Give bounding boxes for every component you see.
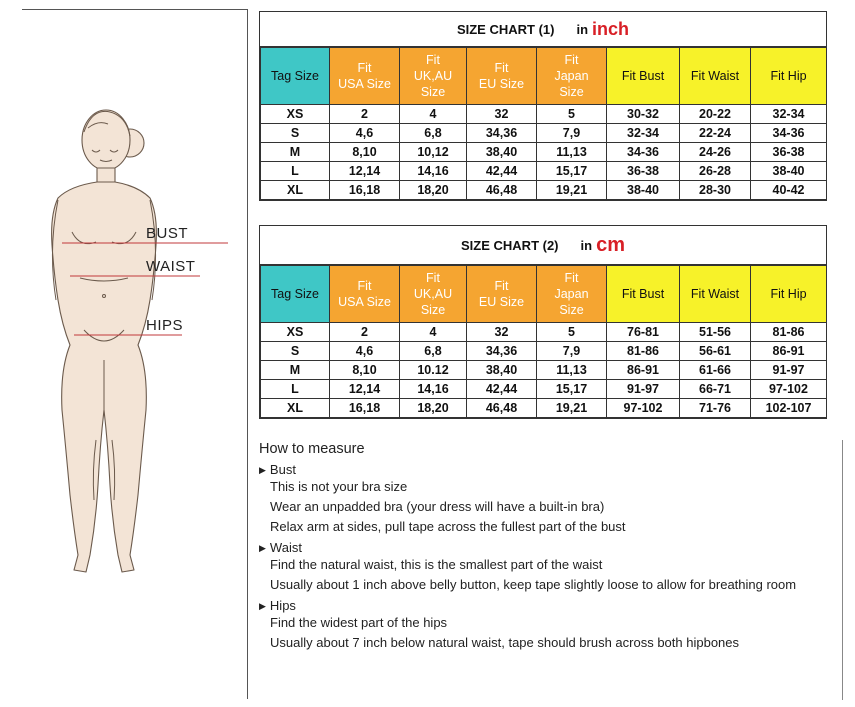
header-row — [261, 48, 827, 105]
cell-bust: 86-91 — [607, 361, 680, 380]
guide-line: Relax arm at sides, pull tape across the fullest part of the bust — [270, 519, 626, 534]
table-row — [261, 323, 827, 342]
cell-waist: 24-26 — [680, 143, 751, 162]
header-fit-bust: Fit Bust — [607, 48, 680, 105]
chart-unit: cm — [596, 233, 625, 256]
cell-usa: 12,14 — [330, 162, 400, 181]
cell-tag-size: M — [261, 361, 330, 380]
guide-section-waist — [259, 540, 849, 595]
cell-waist: 51-56 — [680, 323, 751, 342]
guide-heading: ▶ Hips — [259, 598, 296, 613]
cell-japan: 7,9 — [537, 342, 607, 361]
header-tag-size: Tag Size — [261, 48, 330, 105]
table-row — [261, 143, 827, 162]
cell-waist: 20-22 — [680, 105, 751, 124]
cell-eu: 46,48 — [467, 399, 537, 418]
cell-tag-size: M — [261, 143, 330, 162]
cell-eu: 32 — [467, 105, 537, 124]
cell-hip: 97-102 — [751, 380, 827, 399]
header-fit-waist: Fit Waist — [680, 266, 751, 323]
cell-waist: 61-66 — [680, 361, 751, 380]
cell-bust: 76-81 — [607, 323, 680, 342]
header-uk-au-size: Fit UK,AU Size — [400, 266, 467, 323]
cell-japan: 5 — [537, 323, 607, 342]
cell-waist: 56-61 — [680, 342, 751, 361]
header-usa-size: Fit USA Size — [330, 266, 400, 323]
cell-hip: 86-91 — [751, 342, 827, 361]
cell-eu: 42,44 — [467, 162, 537, 181]
cell-usa: 8,10 — [330, 361, 400, 380]
cell-usa: 4,6 — [330, 124, 400, 143]
hips-label: HIPS — [146, 317, 184, 334]
cell-japan: 15,17 — [537, 380, 607, 399]
cell-japan: 19,21 — [537, 399, 607, 418]
header-japan-size: Fit Japan Size — [537, 266, 607, 323]
cell-uk-au: 18,20 — [400, 181, 467, 200]
cell-hip: 81-86 — [751, 323, 827, 342]
cell-usa: 8,10 — [330, 143, 400, 162]
cell-hip: 38-40 — [751, 162, 827, 181]
cell-eu: 34,36 — [467, 124, 537, 143]
cell-waist: 66-71 — [680, 380, 751, 399]
cell-japan: 19,21 — [537, 181, 607, 200]
cell-bust: 36-38 — [607, 162, 680, 181]
cell-bust: 97-102 — [607, 399, 680, 418]
guide-heading: ▶ Waist — [259, 540, 302, 555]
guide-line: Find the widest part of the hips — [270, 615, 448, 630]
cell-uk-au: 6,8 — [400, 124, 467, 143]
cell-usa: 12,14 — [330, 380, 400, 399]
header-tag-size: Tag Size — [261, 266, 330, 323]
header-fit-bust: Fit Bust — [607, 266, 680, 323]
cell-hip: 102-107 — [751, 399, 827, 418]
size-table — [260, 47, 827, 200]
guide-line: Usually about 1 inch above belly button, keep tape slightly loose to allow for breathing room — [270, 577, 797, 592]
chart-title-text: SIZE CHART (1) — [456, 21, 555, 37]
table-row — [261, 162, 827, 181]
header-fit-hip: Fit Hip — [751, 266, 827, 323]
cell-bust: 81-86 — [607, 342, 680, 361]
header-row — [261, 266, 827, 323]
cell-japan: 5 — [537, 105, 607, 124]
bust-label: BUST — [146, 225, 189, 242]
header-usa-size: Fit USA Size — [330, 48, 400, 105]
size-table — [260, 265, 827, 418]
cell-waist: 71-76 — [680, 399, 751, 418]
cell-japan: 11,13 — [537, 143, 607, 162]
header-fit-hip: Fit Hip — [751, 48, 827, 105]
cell-hip: 34-36 — [751, 124, 827, 143]
cell-hip: 36-38 — [751, 143, 827, 162]
cell-tag-size: XL — [261, 399, 330, 418]
guide-line: Wear an unpadded bra (your dress will have a built-in bra) — [270, 499, 605, 514]
cell-waist: 22-24 — [680, 124, 751, 143]
cell-usa: 2 — [330, 323, 400, 342]
waist-label: WAIST — [146, 258, 196, 275]
chart-title — [260, 12, 826, 47]
cell-bust: 34-36 — [607, 143, 680, 162]
chart-title — [260, 226, 826, 265]
cell-usa: 16,18 — [330, 399, 400, 418]
cell-usa: 16,18 — [330, 181, 400, 200]
table-row — [261, 124, 827, 143]
cell-eu: 34,36 — [467, 342, 537, 361]
chart-unit: inch — [592, 18, 630, 39]
chart-unit-prefix: in — [576, 21, 589, 37]
chart-unit-prefix: in — [580, 237, 593, 253]
cell-hip: 40-42 — [751, 181, 827, 200]
cell-tag-size: S — [261, 342, 330, 361]
header-fit-waist: Fit Waist — [680, 48, 751, 105]
cell-uk-au: 4 — [400, 105, 467, 124]
table-row — [261, 399, 827, 418]
cell-uk-au: 4 — [400, 323, 467, 342]
body-figure-illustration — [0, 0, 248, 707]
cell-usa: 4,6 — [330, 342, 400, 361]
cell-hip: 32-34 — [751, 105, 827, 124]
cell-tag-size: XL — [261, 181, 330, 200]
cell-uk-au: 18,20 — [400, 399, 467, 418]
cell-eu: 42,44 — [467, 380, 537, 399]
cell-japan: 15,17 — [537, 162, 607, 181]
cell-tag-size: L — [261, 380, 330, 399]
cell-eu: 38,40 — [467, 143, 537, 162]
guide-line: Find the natural waist, this is the smallest part of the waist — [270, 557, 603, 572]
panel-divider — [247, 9, 248, 699]
cell-eu: 32 — [467, 323, 537, 342]
cell-usa: 2 — [330, 105, 400, 124]
table-row — [261, 361, 827, 380]
cell-japan: 7,9 — [537, 124, 607, 143]
how-to-measure-guide — [259, 441, 849, 653]
cell-japan: 11,13 — [537, 361, 607, 380]
cell-uk-au: 6,8 — [400, 342, 467, 361]
cell-bust: 38-40 — [607, 181, 680, 200]
cell-hip: 91-97 — [751, 361, 827, 380]
cell-tag-size: S — [261, 124, 330, 143]
table-row — [261, 342, 827, 361]
guide-line: Usually about 7 inch below natural waist, tape should brush across both hipbones — [270, 635, 740, 650]
triangle-bullet-icon: ▶ — [259, 601, 266, 611]
header-eu-size: Fit EU Size — [467, 48, 537, 105]
chart-title-text: SIZE CHART (2) — [461, 237, 559, 253]
cell-bust: 32-34 — [607, 124, 680, 143]
guide-heading: ▶ Bust — [259, 462, 296, 477]
body-figure-panel — [0, 0, 248, 707]
size-chart-inch — [259, 11, 827, 201]
cell-waist: 26-28 — [680, 162, 751, 181]
header-uk-au-size: Fit UK,AU Size — [400, 48, 467, 105]
table-row — [261, 380, 827, 399]
guide-section-bust — [259, 462, 849, 537]
guide-title: How to measure — [259, 441, 365, 457]
guide-section-hips — [259, 598, 849, 653]
cell-bust: 91-97 — [607, 380, 680, 399]
table-row — [261, 181, 827, 200]
cell-uk-au: 14,16 — [400, 162, 467, 181]
cell-waist: 28-30 — [680, 181, 751, 200]
cell-tag-size: XS — [261, 105, 330, 124]
guide-line: This is not your bra size — [270, 479, 408, 494]
cell-tag-size: L — [261, 162, 330, 181]
size-chart-cm — [259, 225, 827, 419]
cell-bust: 30-32 — [607, 105, 680, 124]
table-row — [261, 105, 827, 124]
cell-uk-au: 10.12 — [400, 361, 467, 380]
cell-eu: 46,48 — [467, 181, 537, 200]
triangle-bullet-icon: ▶ — [259, 543, 266, 553]
cell-uk-au: 10,12 — [400, 143, 467, 162]
cell-tag-size: XS — [261, 323, 330, 342]
triangle-bullet-icon: ▶ — [259, 465, 266, 475]
cell-eu: 38,40 — [467, 361, 537, 380]
header-japan-size: Fit Japan Size — [537, 48, 607, 105]
header-eu-size: Fit EU Size — [467, 266, 537, 323]
cell-uk-au: 14,16 — [400, 380, 467, 399]
